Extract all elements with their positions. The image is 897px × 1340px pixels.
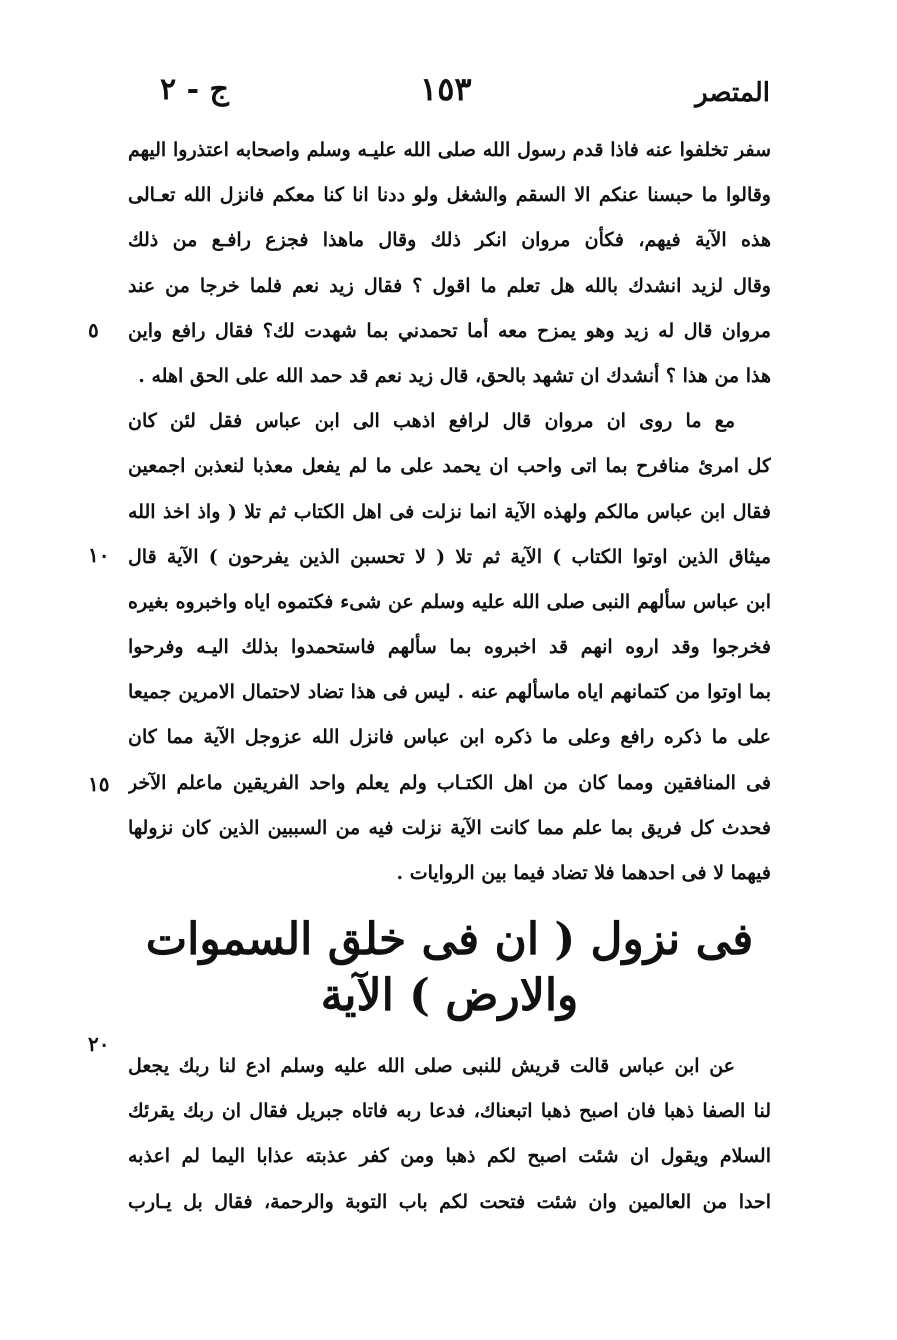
text-line: سفر تخلفوا عنه فاذا قدم رسول الله صلى الله عليـه وسلم واصحابه اعتذروا اليهم [128, 139, 771, 161]
text-line: فى المنافقين ومما كان من اهل الكتـاب ولم يعلم واحد الفريقين ماعلم الآخر [128, 771, 771, 794]
text-line: على ما ذكره رافع وعلى ما ذكره ابن عباس فانزل الله عزوجل الآية مما كان [128, 726, 771, 749]
text-line: وقال لزيد انشدك بالله هل تعلم ما اقول ؟ فقال زيد نعم فلما خرجا من عند [128, 274, 771, 297]
text-line: لنا الصفا ذهبا فان اصبح ذهبا اتبعناك، فدعا ربه فاتاه جبريل فقال ان ربك يقرئك [128, 1100, 771, 1123]
section-text-block [128, 1044, 771, 1225]
page-number: ١٥٣ [420, 70, 472, 108]
section-heading-line-1: فى نزول ( ان فى خلق السموات [145, 914, 754, 965]
line-number-10: ١٠ [88, 543, 110, 567]
text-line: عن ابن عباس قالت قريش للنبى صلى الله عليه وسلم ادع لنا ربك يجعل [128, 1055, 735, 1077]
text-line: مع ما روى ان مروان قال لرافع اذهب الى ابن عباس فقل لئن كان [128, 410, 735, 433]
text-line: وقالوا ما حبسنا عنكم الا السقم والشغل ولو ددنا انا كنا معكم فانزل الله تعـالى [128, 184, 771, 207]
main-text-block [128, 128, 771, 896]
text-line: مروان قال له زيد وهو يمزح معه أما تحمدني بما شهدت لك؟ فقال رافع واين [128, 319, 771, 342]
text-line: احدا من العالمين وان شئت فتحت لكم باب التوبة والرحمة، فقال بل يـارب [128, 1190, 771, 1213]
text-line: فخرجوا وقد اروه انهم قد اخبروه بما سألهم فاستحمدوا بذلك اليـه وفرحوا [128, 636, 771, 659]
section-heading-line-2: والارض ) الآية [320, 970, 579, 1021]
line-number-15: ١٥ [88, 772, 110, 796]
line-number-20: ٢٠ [88, 1032, 110, 1056]
text-line: فقال ابن عباس مالكم ولهذه الآية انما نزلت فى اهل الكتاب ثم تلا ( واذ اخذ الله [128, 500, 771, 523]
section-heading [128, 912, 771, 1024]
text-line: هذه الآية فيهم، فكأن مروان انكر ذلك وقال ماهذا فجزع رافـع من ذلك [128, 229, 771, 252]
text-line: فحدث كل فريق بما علم مما كانت الآية نزلت فيه من السببين الذين كان نزولها [128, 816, 771, 839]
running-title: المتصر [695, 78, 770, 108]
text-line: ميثاق الذين اوتوا الكتاب ) الآية ثم تلا ( لا تحسبن الذين يفرحون ) الآية قال [128, 545, 771, 568]
volume-label: ج - ٢ [160, 72, 229, 107]
text-line: كل امرئ منافرح بما اتى واحب ان يحمد على ما لم يفعل معذبا لنعذبن اجمعين [128, 455, 771, 478]
page-header [130, 70, 770, 120]
text-line: بما اوتوا من كتمانهم اياه ماسألهم عنه . ليس فى هذا تضاد لاحتمال الامرين جميعا [128, 681, 771, 704]
text-line: السلام ويقول ان شئت اصبح لكم ذهبا ومن كفر عذبته عذابا اليما لم اعذبه [128, 1145, 771, 1168]
text-line: ابن عباس سألهم النبى صلى الله عليه وسلم عن شىء فكتموه اياه واخبروه بغيره [128, 590, 771, 613]
line-number-5: ٥ [88, 318, 99, 342]
text-line: هذا من هذا ؟ أنشدك ان تشهد بالحق، قال زيد نعم قد حمد الله على الحق اهله . [138, 364, 771, 387]
text-line: فيهما لا فى احدهما فلا تضاد فيما بين الروايات . [396, 862, 771, 884]
